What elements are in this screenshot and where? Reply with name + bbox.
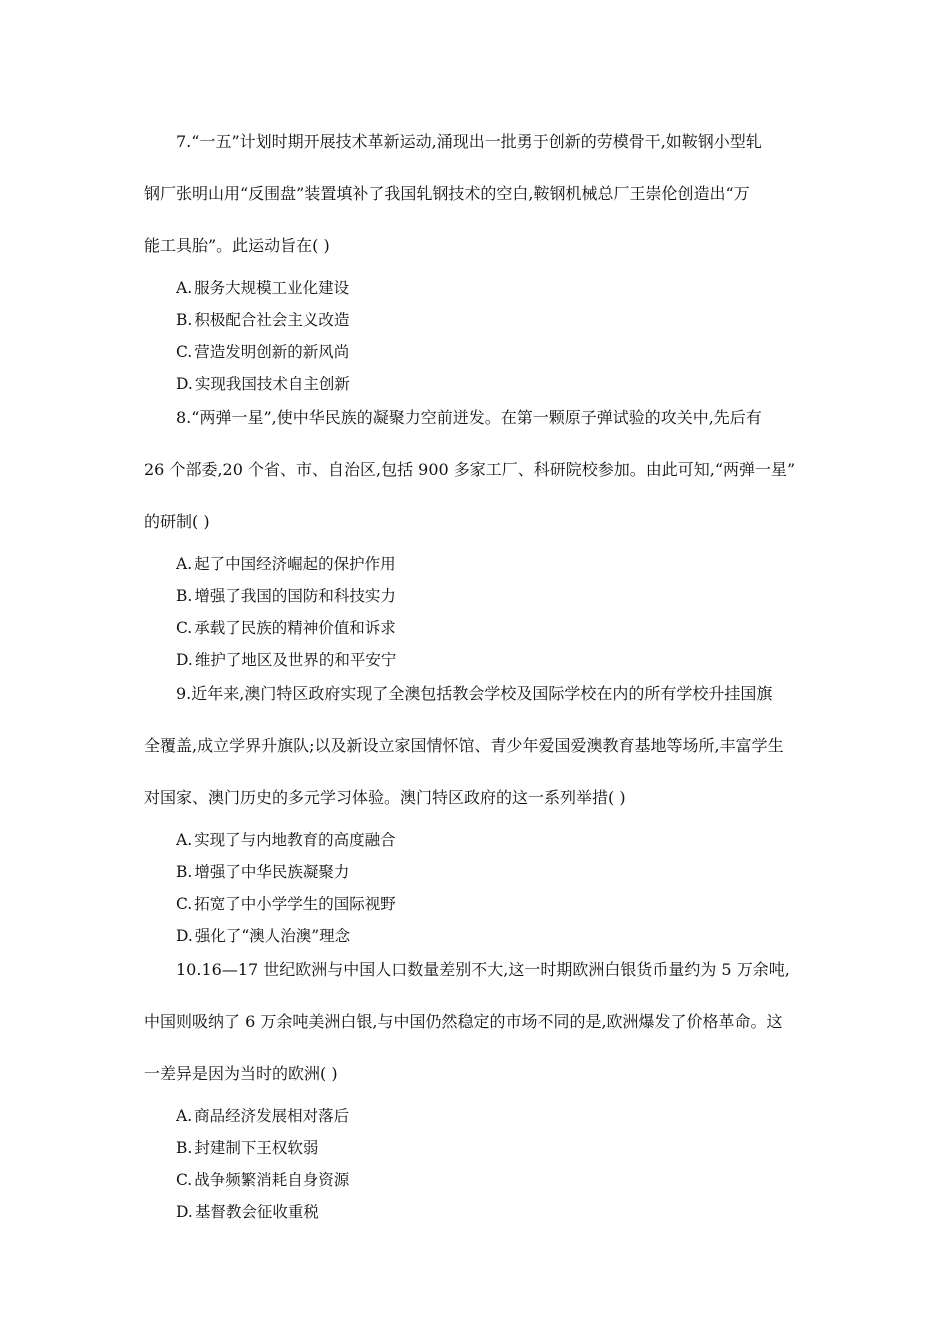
option-d[interactable]: D. 维护了地区及世界的和平安宁 bbox=[176, 651, 397, 669]
question-stem-line: 能工具胎”。此运动旨在( ) bbox=[144, 236, 330, 255]
question-stem-line: 8.“两弹一星”,使中华民族的凝聚力空前迸发。在第一颗原子弹试验的攻关中,先后有 bbox=[176, 408, 762, 427]
question-stem-line: 钢厂张明山用“反围盘”装置填补了我国轧钢技术的空白,鞍钢机械总厂王崇伦创造出“万 bbox=[144, 184, 750, 203]
option-c[interactable]: C. 承载了民族的精神价值和诉求 bbox=[176, 619, 396, 637]
question-number: 7. bbox=[176, 132, 192, 151]
question-number: 9. bbox=[176, 684, 192, 703]
option-d[interactable]: D. 强化了“澳人治澳”理念 bbox=[176, 927, 351, 945]
question-stem-line: 7.“一五”计划时期开展技术革新运动,涌现出一批勇于创新的劳模骨干,如鞍钢小型轧 bbox=[176, 132, 762, 151]
option-b[interactable]: B. 增强了中华民族凝聚力 bbox=[176, 863, 350, 881]
option-d[interactable]: D. 基督教会征收重税 bbox=[176, 1203, 319, 1221]
question-stem-line: 10.16—17 世纪欧洲与中国人口数量差别不大,这一时期欧洲白银货币量约为 5 万余吨, bbox=[176, 960, 790, 979]
question-stem-line: 的研制( ) bbox=[144, 512, 210, 531]
question-8 bbox=[144, 392, 810, 676]
option-list bbox=[144, 824, 810, 952]
option-list bbox=[144, 1100, 810, 1228]
question-10 bbox=[144, 944, 810, 1228]
option-a[interactable]: A. 实现了与内地教育的高度融合 bbox=[176, 831, 396, 849]
question-stem-line: 对国家、澳门历史的多元学习体验。澳门特区政府的这一系列举措( ) bbox=[144, 788, 626, 807]
option-c[interactable]: C. 拓宽了中小学学生的国际视野 bbox=[176, 895, 396, 913]
option-a[interactable]: A. 服务大规模工业化建设 bbox=[176, 279, 350, 297]
question-stem-line: 中国则吸纳了 6 万余吨美洲白银,与中国仍然稳定的市场不同的是,欧洲爆发了价格革命。这 bbox=[144, 1012, 783, 1031]
question-stem-line: 全覆盖,成立学界升旗队;以及新设立家国情怀馆、青少年爱国爱澳教育基地等场所,丰富学生 bbox=[144, 736, 784, 755]
question-stem-line: 26 个部委,20 个省、市、自治区,包括 900 多家工厂、科研院校参加。由此可知,“两弹一星” bbox=[144, 460, 796, 479]
question-stem-line: 9.近年来,澳门特区政府实现了全澳包括教会学校及国际学校在内的所有学校升挂国旗 bbox=[176, 684, 773, 703]
option-a[interactable]: A. 起了中国经济崛起的保护作用 bbox=[176, 555, 396, 573]
option-c[interactable]: C. 营造发明创新的新风尚 bbox=[176, 343, 350, 361]
option-b[interactable]: B. 积极配合社会主义改造 bbox=[176, 311, 350, 329]
question-7 bbox=[144, 116, 810, 400]
option-b[interactable]: B. 增强了我国的国防和科技实力 bbox=[176, 587, 396, 605]
option-c[interactable]: C. 战争频繁消耗自身资源 bbox=[176, 1171, 350, 1189]
question-number: 10. bbox=[176, 960, 202, 979]
option-list bbox=[144, 272, 810, 400]
option-list bbox=[144, 548, 810, 676]
question-number: 8. bbox=[176, 408, 192, 427]
option-d[interactable]: D. 实现我国技术自主创新 bbox=[176, 375, 350, 393]
question-9 bbox=[144, 668, 810, 952]
question-stem-line: 一差异是因为当时的欧洲( ) bbox=[144, 1064, 338, 1083]
option-a[interactable]: A. 商品经济发展相对落后 bbox=[176, 1107, 350, 1125]
option-b[interactable]: B. 封建制下王权软弱 bbox=[176, 1139, 319, 1157]
